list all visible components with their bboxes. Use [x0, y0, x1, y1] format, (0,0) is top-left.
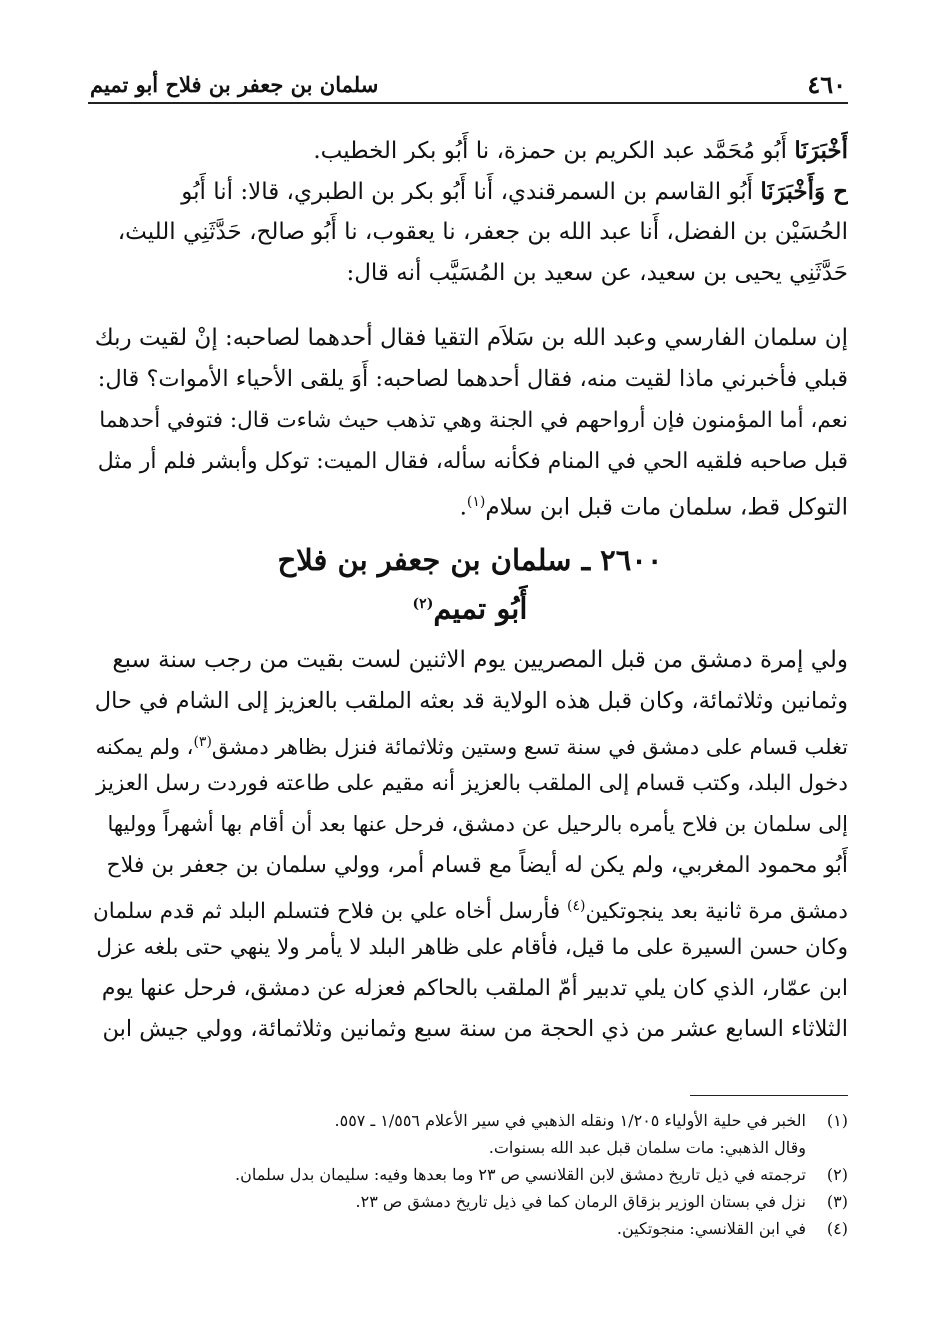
bio-line: وثمانين وثلاثمائة، وكان قبل هذه الولاية قد بعثه الملقب بالعزيز إلى الشام في حال — [94, 688, 848, 714]
footnote-number: (٤) — [826, 1219, 848, 1238]
biography-paragraph — [92, 640, 848, 1050]
bio-line: الثلاثاء السابع عشر من ذي الحجة من سنة سبع وثمانين وثلاثمائة، وولي جيش ابن — [102, 1016, 848, 1042]
isnad-line: الحُسَيْن بن الفضل، أَنا عبد الله بن جعفر، نا يعقوب، نا أَبُو صالح، حَدَّثَنِي الليث، — [117, 219, 848, 245]
footnote-ref: (٤) — [567, 898, 586, 914]
isnad-paragraph — [92, 130, 848, 294]
isnad-text: أَبُو مُحَمَّد عبد الكريم بن حمزة، نا أَبُو بكر الخطيب. — [313, 138, 795, 164]
running-title: سلمان بن جعفر بن فلاح أبو تميم — [90, 72, 379, 97]
isnad-line: حَدَّثَنِي يحيى بن سعيد، عن سعيد بن المُسَيَّب أنه قال: — [346, 260, 848, 286]
footnote-number — [806, 1134, 848, 1161]
page-number: ٤٦٠ — [807, 70, 846, 99]
entry-kunya: أَبُو تميم — [433, 591, 528, 626]
bio-line: ابن عمّار، الذي كان يلي تدبير أمّ الملقب بالحاكم فعزله عن دمشق، فرحل عنها يوم — [101, 976, 848, 1001]
footnote-number: (١) — [826, 1111, 848, 1130]
matn-end: . — [459, 494, 467, 521]
matn-line: قبلي فأخبرني ماذا لقيت منه، فقال أحدهما لصاحبه: أَوَ يلقى الأحياء الأموات؟ قال: — [97, 366, 848, 392]
matn-line: نعم، أما المؤمنون فإن أرواحهم في الجنة وهي تذهب حيث شاءت قال: فتوفي أحدهما — [99, 408, 848, 433]
bio-text: ، ولم يمكنه — [95, 735, 194, 759]
footnote-divider — [690, 1095, 848, 1096]
bio-text: فأرسل أخاه علي بن فلاح فتسلم البلد ثم قدم سلمان — [93, 899, 567, 925]
entry-title-line — [92, 582, 848, 631]
footnote-text: وقال الذهبي: مات سلمان قبل عبد الله بسنوات. — [488, 1138, 806, 1157]
footnote — [120, 1134, 848, 1161]
entry-title — [92, 538, 848, 631]
footnote — [120, 1215, 848, 1242]
isnad-text: أَبُو القاسم بن السمرقندي، أَنا أَبُو بكر بن الطبري، قالا: أنا أَبُو — [181, 179, 761, 205]
footnote-number: (٢) — [826, 1165, 848, 1184]
bio-line: وكان حسن السيرة على ما قيل، فأقام على ظاهر البلد لا يأمر ولا ينهي حتى بلغه عزل — [96, 935, 848, 960]
bio-line: أَبُو محمود المغربي، ولم يكن له أيضاً مع قسام أمر، وولي سلمان بن جعفر بن فلاح — [106, 853, 848, 878]
isnad-lead-word: ح وَأَخْبَرَنَا — [760, 178, 848, 205]
matn-line — [92, 482, 848, 523]
entry-title-line: ٢٦٠٠ ـ سلمان بن جعفر بن فلاح — [277, 543, 663, 577]
footnote-text: في ابن القلانسي: منجوتكين. — [616, 1219, 806, 1238]
bio-line: إلى سلمان بن فلاح يأمره بالرحيل عن دمشق، فرحل عنها بعد أن أقام بها أشهراً ووليها — [107, 812, 848, 836]
bio-line — [92, 722, 848, 763]
bio-text: تغلب قسام على دمشق في سنة تسع وستين وثلاثمائة فنزل بظاهر دمشق — [211, 735, 848, 759]
footnote — [120, 1107, 848, 1134]
footnote-number: (٣) — [826, 1192, 848, 1211]
bio-line: ولي إمرة دمشق من قبل المصريين يوم الاثنين لست بقيت من رجب سنة سبع — [112, 647, 848, 673]
bio-line — [92, 886, 848, 927]
footnote-ref: (٣) — [193, 734, 212, 750]
bio-line: دخول البلد، وكتب قسام إلى الملقب بالعزيز أنه مقيم على طاعته فوردت رسل العزيز — [96, 771, 848, 796]
footnote-text: نزل في بستان الوزير بزقاق الرمان كما في ذيل تاريخ دمشق ص ٢٣. — [355, 1192, 806, 1211]
footnote-ref: (١) — [466, 494, 486, 510]
matn-text: التوكل قط، سلمان مات قبل ابن سلام — [485, 494, 848, 521]
page-header — [88, 62, 848, 104]
matn-line: قبل صاحبه فلقيه الحي في المنام فكأنه سأله، فقال الميت: توكل وأبشر فلم أر مثل — [97, 449, 848, 474]
isnad-lead-word: أَخْبَرَنَا — [794, 137, 848, 164]
matn-line: إن سلمان الفارسي وعبد الله بن سَلاَم التقيا فقال أحدهما لصاحبه: إنْ لقيت ربك — [94, 325, 848, 351]
isnad-line — [92, 171, 848, 212]
footnote-text: الخبر في حلية الأولياء ١/٢٠٥ ونقله الذهبي في سير الأعلام ١/٥٥٦ ـ ٥٥٧. — [334, 1111, 806, 1130]
matn-paragraph — [92, 318, 848, 523]
footnote-text: ترجمته في ذيل تاريخ دمشق لابن القلانسي ص ٢٣ وما بعدها وفيه: سليمان بدل سلمان. — [235, 1165, 806, 1184]
bio-text: دمشق مرة ثانية بعد ينجوتكين — [585, 899, 848, 925]
footnotes — [120, 1107, 848, 1242]
footnote — [120, 1188, 848, 1215]
isnad-line — [92, 130, 848, 171]
footnote — [120, 1161, 848, 1188]
footnote-ref: (٢) — [412, 596, 434, 612]
